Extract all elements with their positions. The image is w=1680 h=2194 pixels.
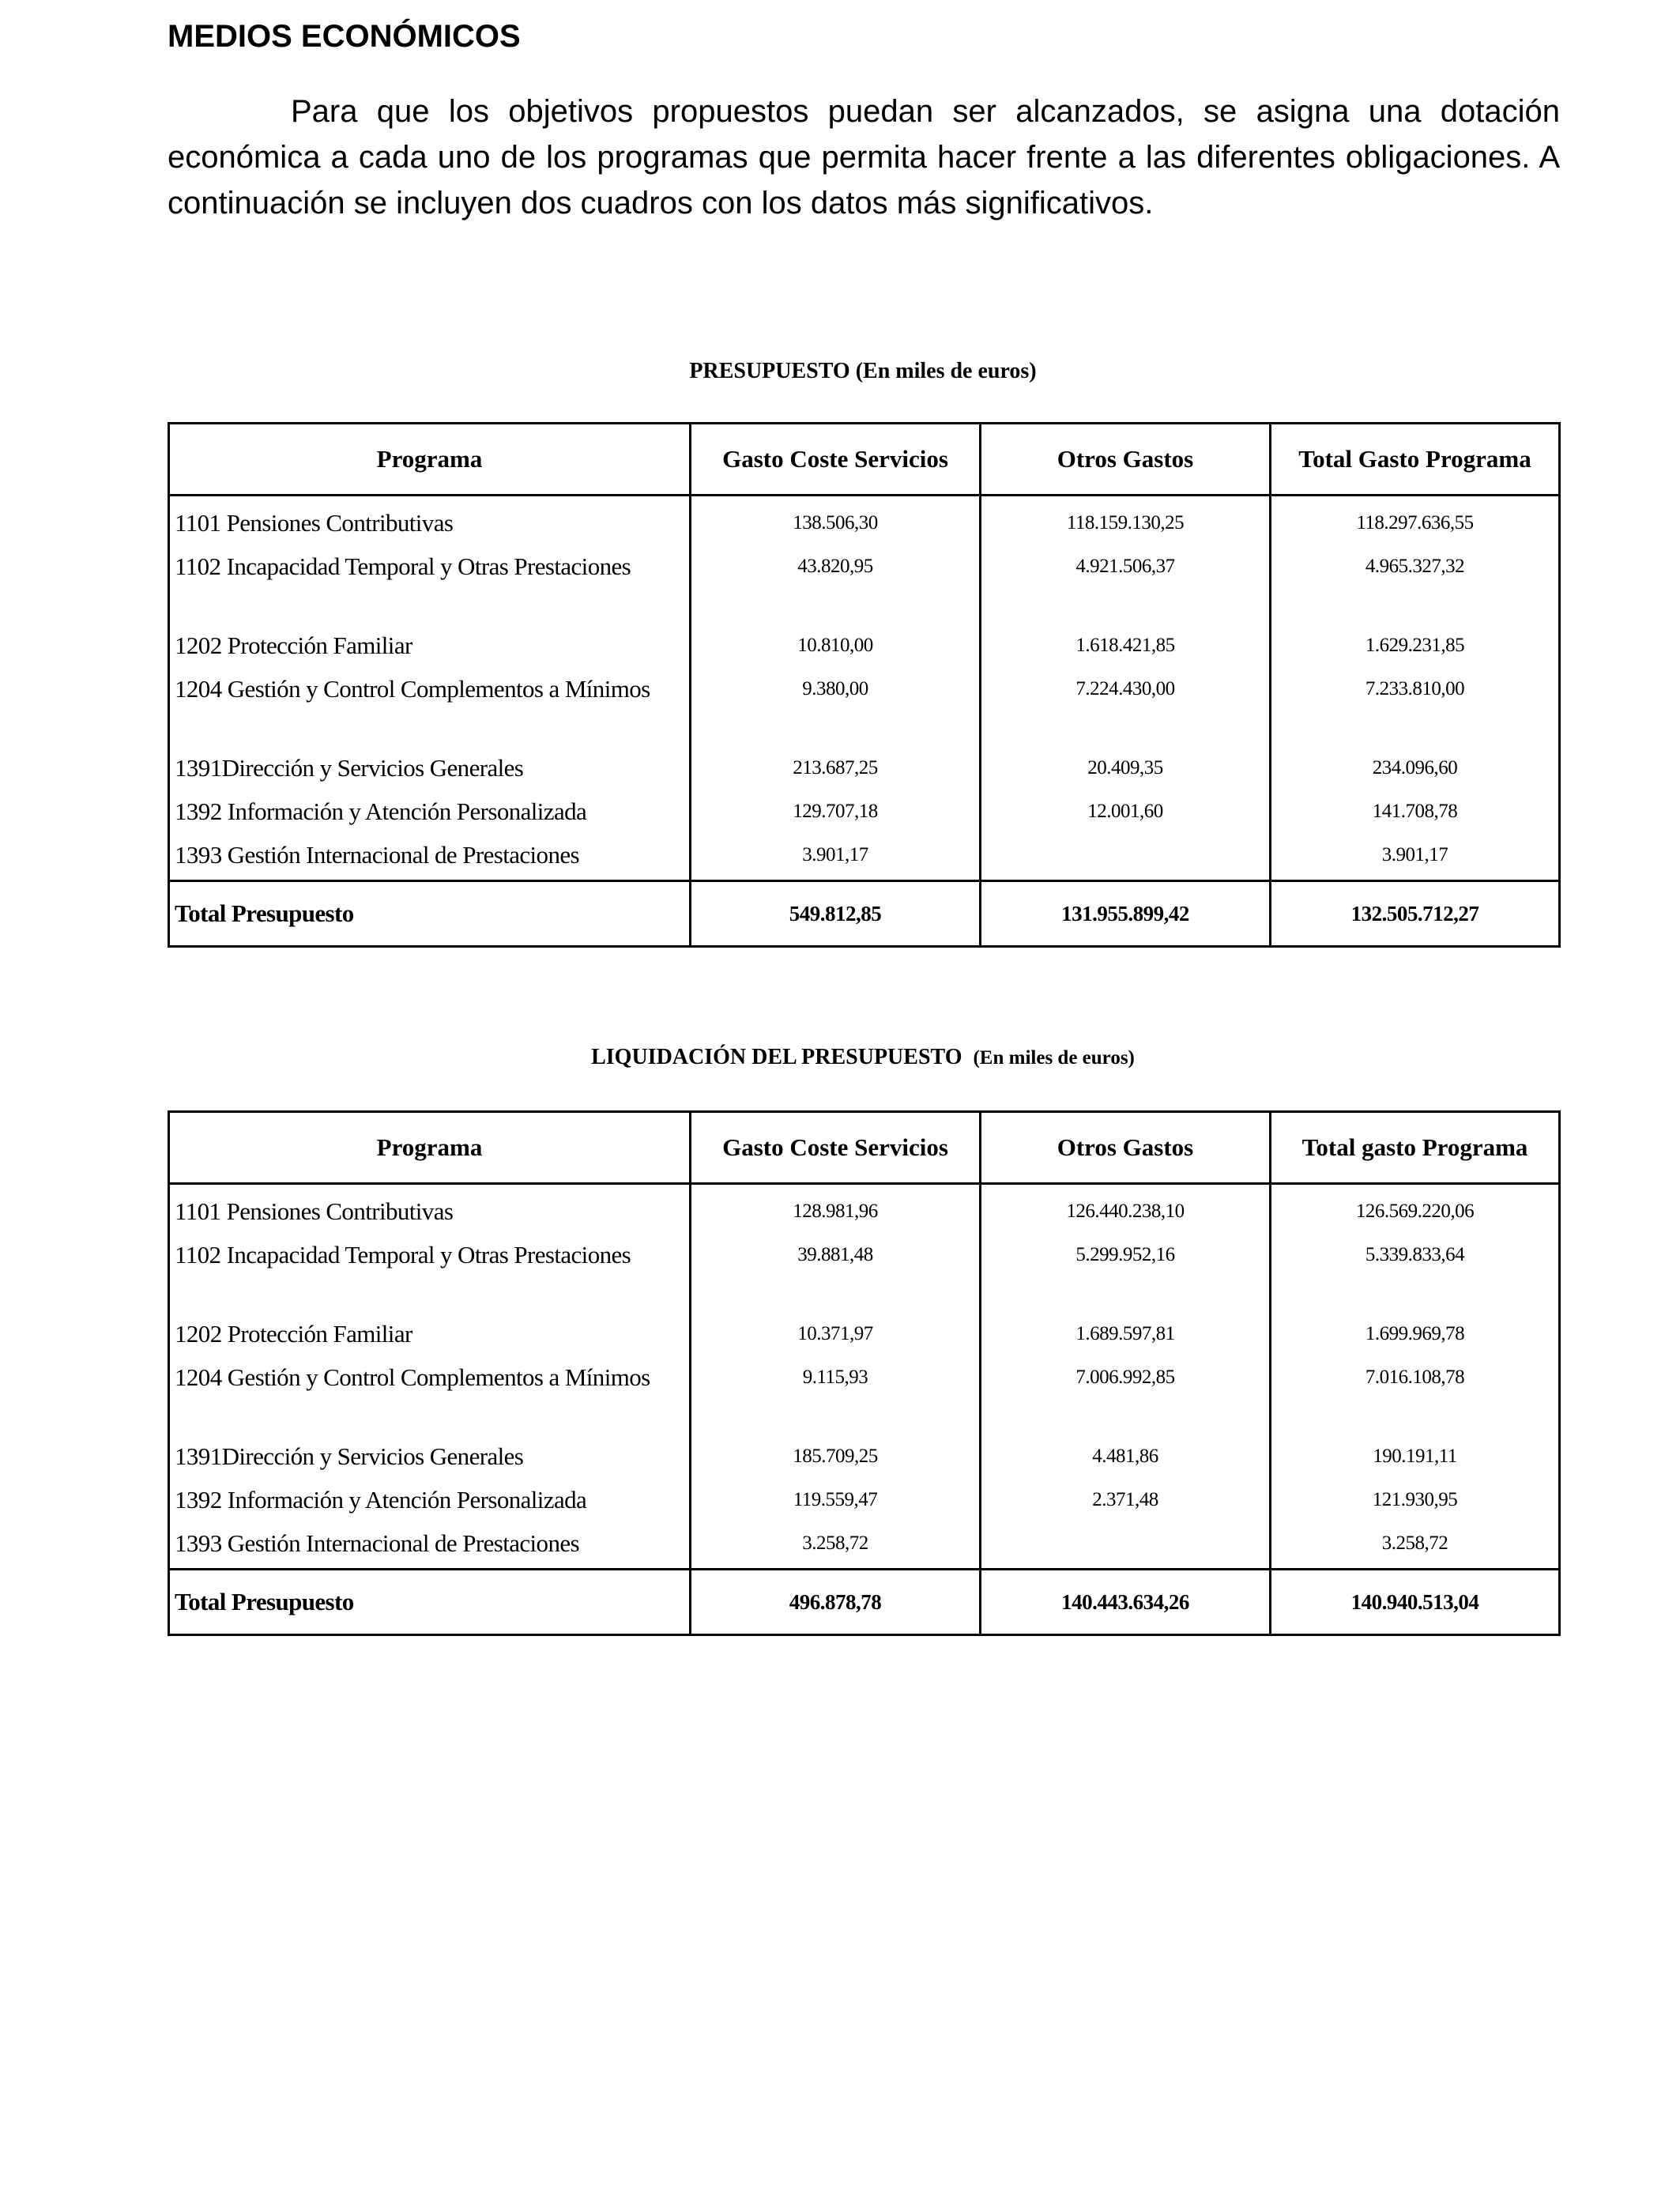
gasto-coste-cell: 3.258,72 (691, 1521, 981, 1570)
header-row (169, 1112, 1560, 1184)
total-row (169, 1570, 1560, 1635)
gasto-coste-cell: 128.981,96 (691, 1184, 981, 1234)
total-cell: 1.699.969,78 (1271, 1312, 1560, 1355)
total-cell: 3.901,17 (1271, 833, 1560, 881)
programa-cell: 1202 Protección Familiar (169, 1312, 691, 1355)
otros-gastos-cell (981, 1521, 1271, 1570)
otros-gastos-cell: 7.006.992,85 (981, 1355, 1271, 1399)
total-otros-gastos: 140.443.634,26 (981, 1570, 1271, 1635)
total-gasto-programa: 132.505.712,27 (1271, 881, 1560, 947)
total-row (169, 881, 1560, 947)
total-cell: 1.629.231,85 (1271, 624, 1560, 667)
table-row (169, 1355, 1560, 1399)
total-cell: 190.191,11 (1271, 1434, 1560, 1478)
table-row (169, 667, 1560, 711)
liquidacion-title-sub: (En miles de euros) (973, 1047, 1135, 1069)
total-label: Total Presupuesto (169, 1570, 691, 1635)
programa-cell: 1392 Información y Atención Personalizada (169, 1478, 691, 1521)
total-gasto-programa: 140.940.513,04 (1271, 1570, 1560, 1635)
gasto-coste-cell: 39.881,48 (691, 1233, 981, 1276)
otros-gastos-cell: 1.689.597,81 (981, 1312, 1271, 1355)
programa-cell: 1102 Incapacidad Temporal y Otras Prestaciones (169, 545, 691, 588)
programa-cell: 1393 Gestión Internacional de Prestaciones (169, 1521, 691, 1570)
programa-cell: 1391Dirección y Servicios Generales (169, 746, 691, 790)
gasto-coste-cell: 119.559,47 (691, 1478, 981, 1521)
col-header-otros-gastos: Otros Gastos (981, 1112, 1271, 1184)
gasto-coste-cell: 213.687,25 (691, 746, 981, 790)
otros-gastos-cell: 1.618.421,85 (981, 624, 1271, 667)
spacer-row (169, 1399, 1560, 1434)
liquidacion-title (168, 1045, 1558, 1070)
programa-cell: 1204 Gestión y Control Complementos a Mínimos (169, 1355, 691, 1399)
section-heading: MEDIOS ECONÓMICOS (168, 19, 521, 54)
table-row (169, 833, 1560, 881)
presupuesto-table (168, 422, 1561, 948)
programa-cell: 1391Dirección y Servicios Generales (169, 1434, 691, 1478)
spacer-row (169, 711, 1560, 746)
table-row (169, 1478, 1560, 1521)
total-cell: 7.016.108,78 (1271, 1355, 1560, 1399)
otros-gastos-cell: 2.371,48 (981, 1478, 1271, 1521)
table-row (169, 746, 1560, 790)
total-label: Total Presupuesto (169, 881, 691, 947)
gasto-coste-cell: 9.380,00 (691, 667, 981, 711)
table-row (169, 545, 1560, 588)
otros-gastos-cell: 118.159.130,25 (981, 496, 1271, 545)
total-cell: 126.569.220,06 (1271, 1184, 1560, 1234)
gasto-coste-cell: 138.506,30 (691, 496, 981, 545)
total-cell: 7.233.810,00 (1271, 667, 1560, 711)
otros-gastos-cell: 12.001,60 (981, 790, 1271, 833)
gasto-coste-cell: 10.371,97 (691, 1312, 981, 1355)
intro-paragraph: Para que los objetivos propuestos puedan ser alcanzados, se asigna una dotación económica a cada uno de los programas que permita hacer frente a las diferentes obligaciones. A continuación se incluyen dos cuadros con los datos más significativos. (168, 94, 1560, 221)
total-cell: 118.297.636,55 (1271, 496, 1560, 545)
liquidacion-title-main: LIQUIDACIÓN DEL PRESUPUESTO (591, 1045, 962, 1069)
presupuesto-title: PRESUPUESTO (En miles de euros) (689, 359, 1037, 383)
programa-cell: 1204 Gestión y Control Complementos a Mínimos (169, 667, 691, 711)
total-otros-gastos: 131.955.899,42 (981, 881, 1271, 947)
liquidacion-table (168, 1110, 1561, 1636)
col-header-gasto-coste: Gasto Coste Servicios (691, 424, 981, 496)
table-row (169, 624, 1560, 667)
otros-gastos-cell: 5.299.952,16 (981, 1233, 1271, 1276)
total-cell: 5.339.833,64 (1271, 1233, 1560, 1276)
gasto-coste-cell: 129.707,18 (691, 790, 981, 833)
otros-gastos-cell: 4.921.506,37 (981, 545, 1271, 588)
col-header-programa: Programa (169, 424, 691, 496)
col-header-total: Total gasto Programa (1271, 1112, 1560, 1184)
programa-cell: 1101 Pensiones Contributivas (169, 1184, 691, 1234)
gasto-coste-cell: 9.115,93 (691, 1355, 981, 1399)
programa-cell: 1393 Gestión Internacional de Prestaciones (169, 833, 691, 881)
gasto-coste-cell: 3.901,17 (691, 833, 981, 881)
col-header-otros-gastos: Otros Gastos (981, 424, 1271, 496)
total-gasto-coste: 549.812,85 (691, 881, 981, 947)
table-row (169, 496, 1560, 545)
total-cell: 3.258,72 (1271, 1521, 1560, 1570)
col-header-total: Total Gasto Programa (1271, 424, 1560, 496)
total-cell: 234.096,60 (1271, 746, 1560, 790)
programa-cell: 1101 Pensiones Contributivas (169, 496, 691, 545)
table-row (169, 1312, 1560, 1355)
spacer-row (169, 588, 1560, 624)
total-cell: 4.965.327,32 (1271, 545, 1560, 588)
total-cell: 121.930,95 (1271, 1478, 1560, 1521)
total-cell: 141.708,78 (1271, 790, 1560, 833)
total-gasto-coste: 496.878,78 (691, 1570, 981, 1635)
table-row (169, 1233, 1560, 1276)
table-row (169, 1184, 1560, 1234)
programa-cell: 1102 Incapacidad Temporal y Otras Prestaciones (169, 1233, 691, 1276)
table-row (169, 1434, 1560, 1478)
otros-gastos-cell: 126.440.238,10 (981, 1184, 1271, 1234)
header-row (169, 424, 1560, 496)
otros-gastos-cell: 7.224.430,00 (981, 667, 1271, 711)
table-row (169, 790, 1560, 833)
programa-cell: 1392 Información y Atención Personalizada (169, 790, 691, 833)
otros-gastos-cell: 20.409,35 (981, 746, 1271, 790)
spacer-row (169, 1276, 1560, 1312)
otros-gastos-cell (981, 833, 1271, 881)
table-row (169, 1521, 1560, 1570)
col-header-programa: Programa (169, 1112, 691, 1184)
otros-gastos-cell: 4.481,86 (981, 1434, 1271, 1478)
gasto-coste-cell: 10.810,00 (691, 624, 981, 667)
col-header-gasto-coste: Gasto Coste Servicios (691, 1112, 981, 1184)
gasto-coste-cell: 185.709,25 (691, 1434, 981, 1478)
gasto-coste-cell: 43.820,95 (691, 545, 981, 588)
programa-cell: 1202 Protección Familiar (169, 624, 691, 667)
